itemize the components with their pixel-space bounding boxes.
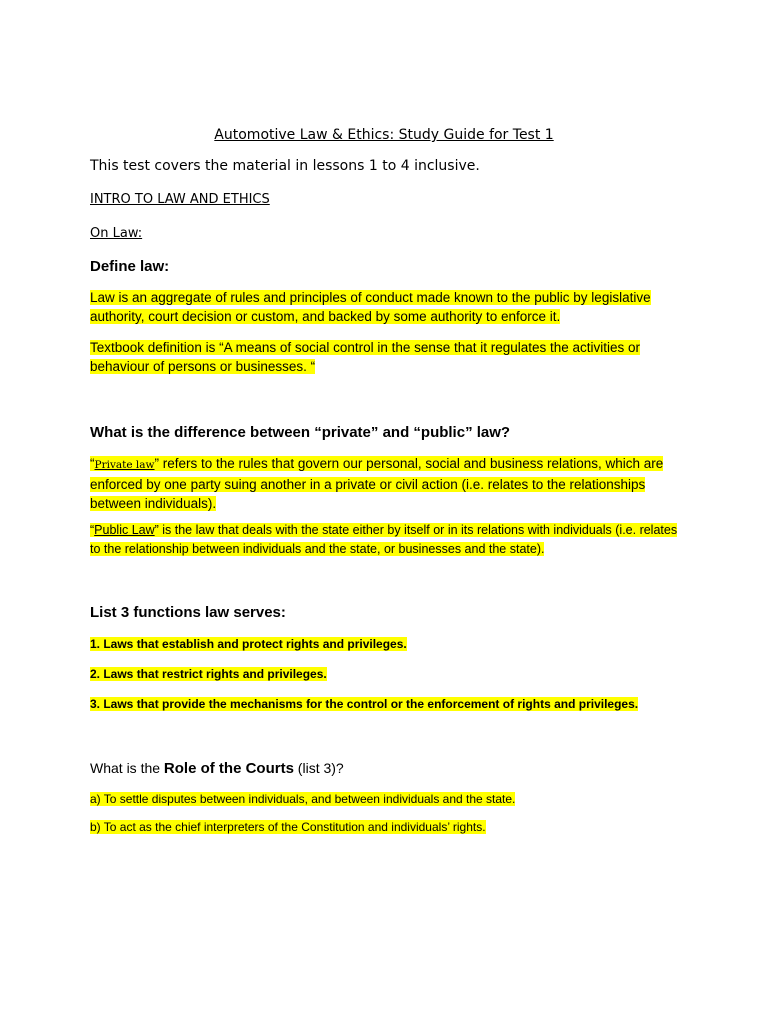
- answer-law-definition: [90, 288, 688, 326]
- answer-textbook-definition: [90, 338, 688, 376]
- highlighted-text: Textbook definition is “A means of social control in the sense that it regulates the activities or behaviour of persons or businesses. “: [90, 340, 641, 374]
- highlighted-text: 3. Laws that provide the mechanisms for the control or the enforcement of rights and privileges.: [90, 697, 639, 711]
- private-law-term: Private law: [94, 459, 155, 471]
- question-define-law: Define law:: [90, 258, 170, 275]
- function-item-1: [90, 637, 688, 651]
- question-private-public: What is the difference between “private” and “public” law?: [90, 424, 511, 441]
- highlighted-text: b) To act as the chief interpreters of the Constitution and individuals’ rights.: [90, 820, 486, 834]
- highlighted-text: [90, 523, 677, 556]
- question-functions: List 3 functions law serves:: [90, 604, 286, 621]
- highlighted-text: [90, 456, 663, 511]
- courts-item-b: [90, 820, 688, 834]
- highlighted-text: Law is an aggregate of rules and principles of conduct made known to the public by legislative authority, court decision or custom, and backed by some authority to enforce it.: [90, 290, 651, 324]
- open-quote: “: [90, 456, 95, 471]
- document-title: Automotive Law & Ethics: Study Guide for Test 1: [214, 127, 554, 143]
- question-role-of-courts: [90, 760, 688, 777]
- highlighted-text: 1. Laws that establish and protect rights and privileges.: [90, 637, 407, 651]
- private-law-definition: ” refers to the rules that govern our personal, social and business relations, which are enforced by one party suing another in a private or civil action (i.e. relates to the relationships between individuals).: [90, 456, 664, 511]
- section-heading: INTRO TO LAW AND ETHICS: [90, 192, 270, 207]
- highlighted-text: a) To settle disputes between individuals, and between individuals and the state.: [90, 792, 516, 806]
- public-law-definition: ” is the law that deals with the state either by itself or in its relations with individuals (i.e. relates to the relationship between individuals and the state, or businesses and the state).: [90, 523, 678, 556]
- question-prefix: What is the: [90, 760, 164, 776]
- function-item-3: [90, 697, 688, 711]
- question-suffix: (list 3)?: [293, 760, 344, 776]
- highlighted-text: 2. Laws that restrict rights and privileges.: [90, 667, 327, 681]
- intro-text: This test covers the material in lessons 1 to 4 inclusive.: [90, 158, 480, 174]
- public-law-term: Public Law: [94, 523, 155, 537]
- answer-public-law: [90, 521, 688, 559]
- subheading-on-law: On Law:: [90, 226, 143, 241]
- function-item-2: [90, 667, 688, 681]
- answer-private-law: [90, 454, 688, 513]
- open-quote: “: [90, 523, 95, 537]
- courts-item-a: [90, 792, 688, 806]
- role-of-courts-term: Role of the Courts: [163, 760, 294, 777]
